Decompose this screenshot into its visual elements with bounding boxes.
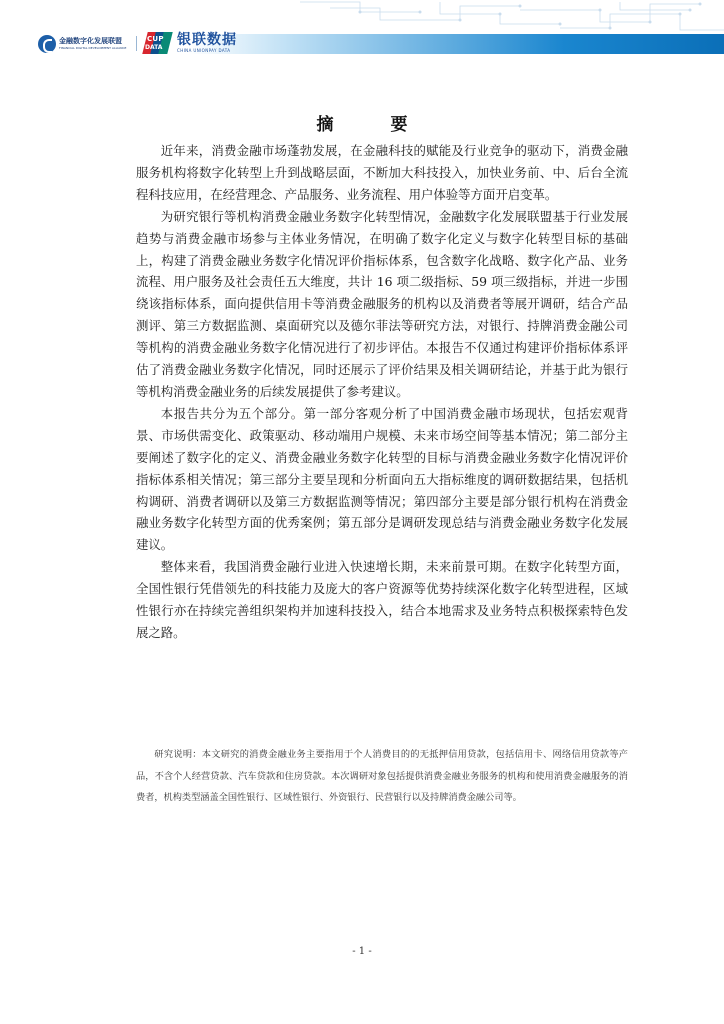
unionpay-data-logo [143, 31, 237, 55]
summary-paragraph: 本报告共分为五个部分。第一部分客观分析了中国消费金融市场现状，包括宏观背景、市场供需变化、政策驱动、移动端用户规模、未来市场空间等基本情况；第二部分主要阐述了数字化的定义、消费金融业务数字化转型的目标与消费金融业务数字化情况评价指标体系相关情况；第三部分主要呈现和分析面向五大指标维度的调研数据结果，包括机构调研、消费者调研以及第三方数据监测等情况；第四部分主要是部分银行机构在消费金融业务数字化转型方面的优秀案例；第五部分是调研发现总结与消费金融业务数字化发展建议。 [136, 405, 628, 553]
unionpay-name-en: CHINA UNIONPAY DATA [177, 48, 231, 53]
summary-paragraph: 整体来看，我国消费金融行业进入快速增长期，未来前景可期。在数字化转型方面，全国性银行凭借领先的科技能力及庞大的客户资源等优势持续深化数字化转型进程，区域性银行亦在持续完善组织架构并加速科技投入，结合本地需求及业务特点积极探索特色发展之路。 [136, 559, 628, 640]
research-note [136, 744, 628, 809]
alliance-emblem-icon [38, 35, 56, 53]
alliance-logo [38, 33, 126, 55]
alliance-name-en: FINANCIAL DIGITAL DEVELOPMENT ALLIANCE [59, 46, 127, 50]
page-number: - 1 - [352, 946, 372, 957]
research-note-text: 研究说明：本文研究的消费金融业务主要指用于个人消费目的的无抵押信用贷款，包括信用卡、网络信用贷款等产品，不含个人经营贷款、汽车贷款和住房贷款。本次调研对象包括提供消费金融业务服务的机构和使用消费金融服务的消费者，机构类型涵盖全国性银行、区域性银行、外资银行、民营银行以及持牌消费金融公司等。 [136, 749, 628, 803]
unionpay-name-cn: 银联数据 [177, 32, 237, 48]
cup-badge-top: CUP [147, 35, 164, 43]
summary-paragraph: 为研究银行等机构消费金融业务数字化转型情况，金融数字化发展联盟基于行业发展趋势与消费金融市场参与主体业务情况，在明确了数字化定义与数字化转型目标的基础上，构建了消费金融业务数字化情况评价指标体系，包含数字化战略、数字化产品、业务流程、用户服务及社会责任五大维度，共计 16 项二级指标、59 项三级指标，并进一步围绕该指标体系，面向提供信用卡等消费金融服务的机构以及消费者等展开调研，结合产品测评、第三方数据监测、桌面研究以及德尔菲法等研究方法，对银行、持牌消费金融公司等机构的消费金融业务数字化情况进行了初步评估。本报告不仅通过构建评价指标体系评估了消费金融业务数字化情况，同时还展示了评价结果及相关调研结论，并基于此为银行等机构消费金融业务的后续发展提供了参考建议。 [136, 208, 628, 399]
logo-divider [136, 36, 137, 51]
page-title: 摘 要 [316, 115, 428, 135]
cup-data-badge-icon [143, 32, 173, 54]
page-header [0, 0, 724, 66]
alliance-name-cn: 金融数字化发展联盟 [59, 37, 122, 45]
summary-body [136, 140, 628, 644]
summary-paragraph: 近年来，消费金融市场蓬勃发展，在金融科技的赋能及行业竞争的驱动下，消费金融服务机构将数字化转型上升到战略层面，不断加大科技投入，加快业务前、中、后台全流程科技应用，在经营理念、产品服务、业务流程、用户体验等方面开启变革。 [136, 143, 628, 202]
cup-badge-bottom: DATA [145, 44, 163, 51]
